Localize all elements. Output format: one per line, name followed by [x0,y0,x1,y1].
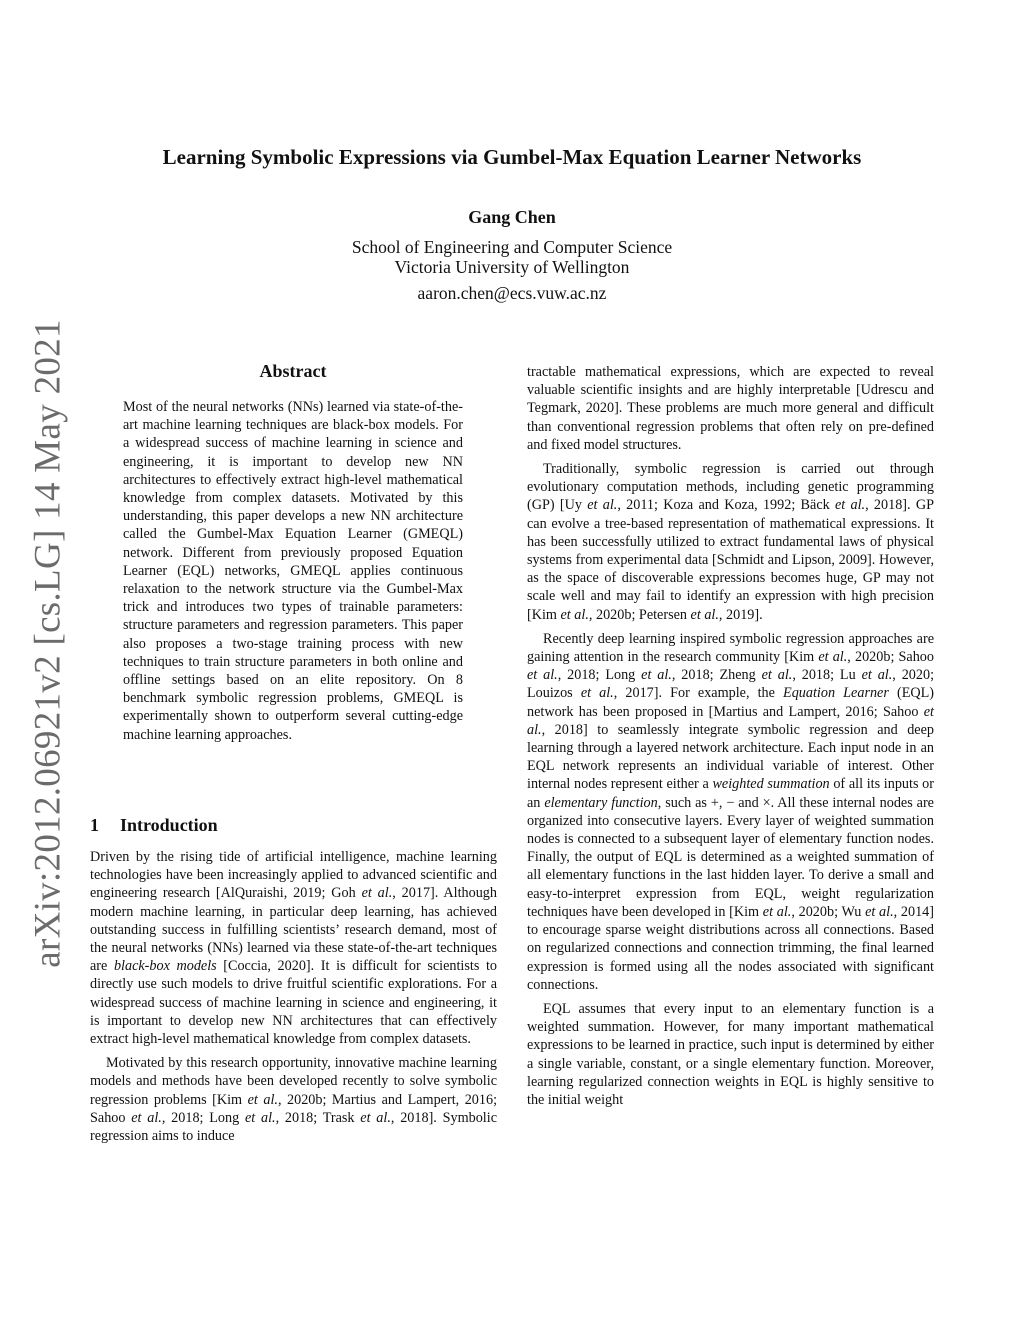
arxiv-side-stamp: arXiv:2012.06921v2 [cs.LG] 14 May 2021 [27,319,69,968]
section-heading-introduction [90,815,218,836]
right-column-body [527,363,934,1115]
right-paragraph-3: Recently deep learning inspired symbolic regression approaches are gaining attention in the research community [Kim et al., 2020b; Sahoo et al., 2018; Long et al., 2018; Zheng et al., 2018; Lu et al., 2020; Louizos et al., 2017]. For example, the Equation Learner (EQL) network has been proposed in [Martius and Lampert, 2016; Sahoo et al., 2018] to seamlessly integrate symbolic regression and deep learning through a layered network architecture. Each input node in an EQL network represents an individual variable of interest. Other internal nodes represent either a weighted summation of all its inputs or an elementary function, such as +, − and ×. All these internal nodes are organized into consecutive layers. Every layer of weighted summation nodes is connected to a subsequent layer of elementary function nodes. Finally, the output of EQL is determined as a weighted summation of all elementary functions in the last hidden layer. To derive a small and easy-to-interpret expression from EQL, weight regularization techniques have been developed in [Kim et al., 2020b; Wu et al., 2014] to encourage sparse weight distributions across all connections. Based on regularized connections and connection trimming, the final learned expression is formed using all the nodes associated with significant connections. [527,630,935,993]
affiliation-line-2: Victoria University of Wellington [394,257,630,277]
affiliation-line-1: School of Engineering and Computer Science [351,237,673,257]
left-column-body [90,848,497,1151]
section-title: Introduction [120,815,218,835]
affiliation [0,237,1024,277]
author-name: Gang Chen [468,207,556,227]
right-paragraph-2: Traditionally, symbolic regression is carried out through evolutionary computation methods, including genetic programming (GP) [Uy et al., 2011; Koza and Koza, 1992; Bäck et al., 2018]. GP can evolve a tree-based representation of mathematical expressions. It has been successfully utilized to extract fundamental laws of physical systems from experimental data [Schmidt and Lipson, 2009]. However, as the space of discoverable expressions becomes huge, GP may not scale well and may fail to identify an expression with high precision [Kim et al., 2020b; Petersen et al., 2019]. [527,461,934,623]
right-paragraph-1: tractable mathematical expressions, which are expected to reveal valuable scientific insights and are highly interpretable [Udrescu and Tegmark, 2020]. These problems are much more general and difficult than conventional regression problems that often rely on pre-defined and fixed model structures. [527,364,934,453]
intro-paragraph-1: Driven by the rising tide of artificial intelligence, machine learning technologies have been increasingly applied to advanced scientific and engineering research [AlQuraishi, 2019; Goh et al., 2017]. Although modern machine learning, in particular deep learning, has achieved outstanding success in fulfilling scientists’ research demand, most of the neural networks (NNs) learned via these state-of-the-art techniques are black-box models [Coccia, 2020]. It is difficult for scientists to directly use such models to drive fruitful scientific explorations. For a widespread success of machine learning in science and engineering, it is important to develop new NN architectures that can effectively extract high-level mathematical knowledge from complex datasets. [90,849,497,1048]
paper-title: Learning Symbolic Expressions via Gumbel-Max Equation Learner Networks [162,145,862,169]
intro-paragraph-2: Motivated by this research opportunity, innovative machine learning models and methods have been developed recently to solve symbolic regression problems [Kim et al., 2020b; Martius and Lampert, 2016; Sahoo et al., 2018; Long et al., 2018; Trask et al., 2018]. Symbolic regression aims to induce [90,1055,498,1145]
abstract-heading: Abstract [259,361,327,381]
right-paragraph-4: EQL assumes that every input to an elementary function is a weighted summation. However, for many important mathematical expressions to be learned in practice, such input is determined by either a single variable, constant, or a single elementary function. Moreover, learning regularized connection weights in EQL is highly sensitive to the initial weight [527,1000,934,1108]
section-number: 1 [90,815,99,835]
author-email: aaron.chen@ecs.vuw.ac.nz [417,283,607,303]
abstract-text: Most of the neural networks (NNs) learned via state-of-the-art machine learning techniques are black-box models. For a widespread success of machine learning in science and engineering, it is important to develop new NN architectures to effectively extract high-level mathematical knowledge from complex datasets. Motivated by this understanding, this paper develops a new NN architecture called the Gumbel-Max Equation Learner (GMEQL) network. Different from previously proposed Equation Learner (EQL) networks, GMEQL applies continuous relaxation to the network structure via the Gumbel-Max trick and introduces two types of trainable parameters: structure parameters and regression parameters. This paper also proposes a two-stage training process with new techniques to train structure parameters in both online and offline settings based on an elite repository. On 8 benchmark symbolic regression problems, GMEQL is experimentally shown to outperform several cutting-edge machine learning approaches. [123,399,463,743]
